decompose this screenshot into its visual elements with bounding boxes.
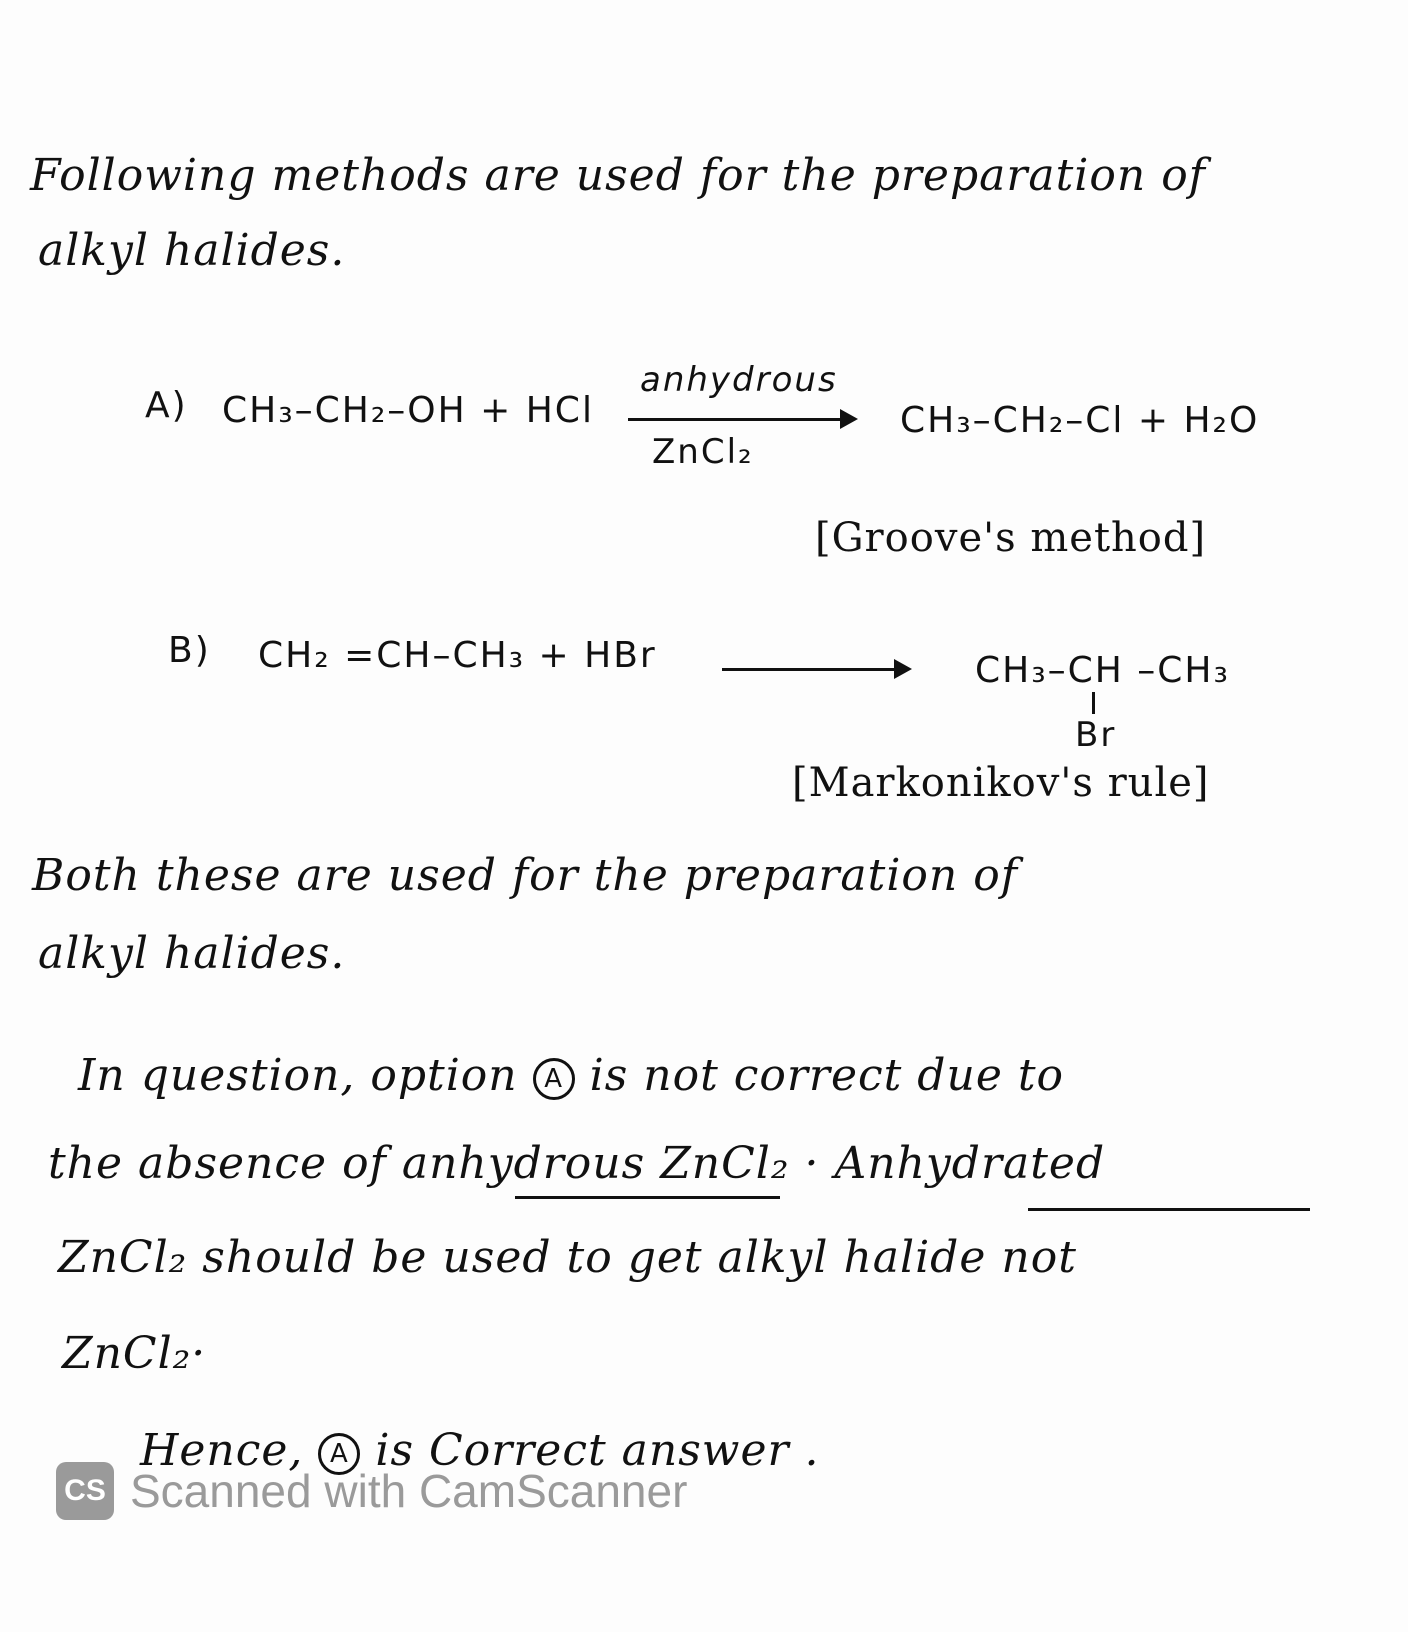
reaction-a-label: A) (145, 385, 188, 426)
reaction-a-method: [Groove's method] (815, 515, 1207, 561)
explanation-line-4: ZnCl₂· (62, 1328, 207, 1379)
reaction-b-products: CH₃–CH –CH₃ (975, 650, 1230, 691)
reaction-b-label: B) (168, 630, 211, 671)
answer-end: is Correct answer . (375, 1425, 820, 1476)
answer-start: Hence, (140, 1425, 304, 1476)
answer-a-circle: A (318, 1433, 360, 1475)
explanation-line-3: ZnCl₂ should be used to get alkyl halide not (58, 1232, 1077, 1283)
reaction-b-substituent: Br (1075, 715, 1117, 755)
explanation-line-2 (48, 1138, 1105, 1189)
reaction-a-condition-top: anhydrous (640, 360, 838, 400)
reaction-b-reactants: CH₂ =CH–CH₃ + HBr (258, 635, 657, 676)
intro-line-1: Following methods are used for the preparation of (30, 150, 1206, 201)
anhydrous-underline (515, 1196, 780, 1199)
anhydrated-underline (1028, 1208, 1310, 1211)
camscanner-text: Scanned with CamScanner (130, 1465, 688, 1517)
explanation-line-2-mid: ZnCl₂ · (660, 1138, 820, 1189)
reaction-a-products: CH₃–CH₂–Cl + H₂O (900, 400, 1260, 441)
reaction-b-bond (1092, 692, 1095, 714)
explanation-line-2-start: the absence of (48, 1138, 387, 1189)
anhydrous-underlined: anhydrous (401, 1138, 646, 1189)
conclusion-line-1: Both these are used for the preparation of (32, 850, 1018, 901)
reaction-a-arrow (628, 418, 854, 421)
conclusion-line-2: alkyl halides. (38, 928, 346, 979)
explanation-line-1-end: is not correct due to (589, 1050, 1065, 1101)
explanation-line-1-start: In question, option (78, 1050, 518, 1101)
intro-line-2: alkyl halides. (38, 225, 346, 276)
anhydrated-underlined: Anhydrated (834, 1138, 1106, 1189)
explanation-line-1 (78, 1050, 1064, 1101)
camscanner-logo-icon: CS (56, 1462, 114, 1520)
camscanner-watermark (56, 1462, 687, 1520)
reaction-a-reactants: CH₃–CH₂–OH + HCl (222, 390, 594, 431)
reaction-b-arrow (722, 668, 908, 671)
reaction-b-method: [Markonikov's rule] (792, 760, 1210, 806)
reaction-a-condition-bottom: ZnCl₂ (652, 432, 754, 472)
option-a-circle: A (533, 1058, 575, 1100)
